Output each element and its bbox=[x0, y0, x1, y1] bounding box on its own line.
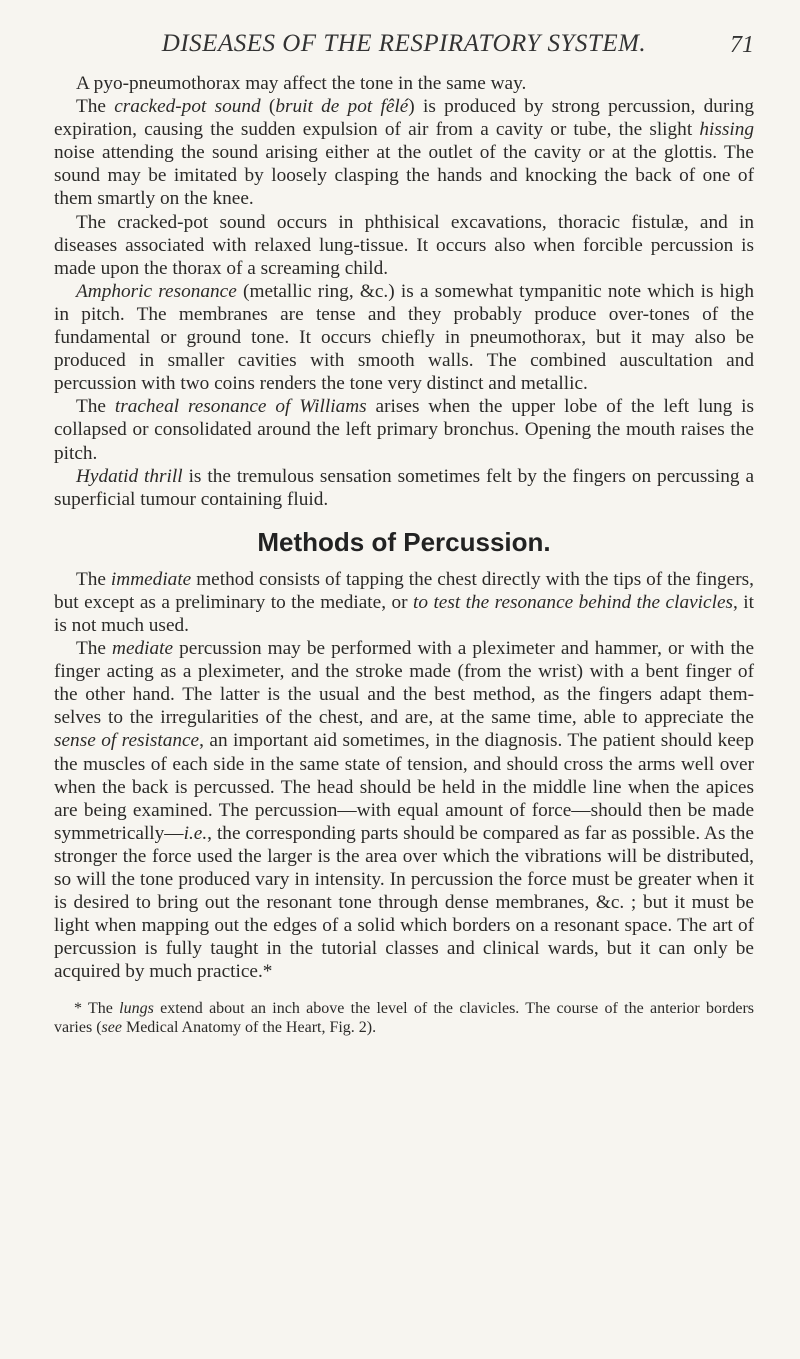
italic-term: cracked-pot sound bbox=[114, 96, 261, 118]
italic-term: to test the resonance behind the clavicles bbox=[413, 591, 734, 613]
italic-term: see bbox=[101, 1019, 122, 1037]
italic-term: lungs bbox=[119, 1000, 154, 1018]
running-head: DISEASES OF THE RESPIRATORY SYSTEM. bbox=[161, 30, 647, 57]
italic-term: i.e. bbox=[183, 822, 208, 844]
paragraph: Amphoric resonance (metallic ring, &c.) is a somewhat tympanitic note which is high in pitch. The membranes are tense and they probably produce over-tones of the fundamental or ground tone. It occurs chiefly in pneumothorax, but it may also be produced in smaller cavities with smooth walls. The combined auscultation and percussion with two coins renders the tone very distinct and metallic. bbox=[54, 280, 754, 395]
italic-term: bruit de pot fêlé bbox=[275, 96, 409, 118]
paragraph: A pyo-pneumothorax may affect the tone in the same way. bbox=[76, 73, 527, 94]
paragraph: Hydatid thrill is the tremulous sensation sometimes felt by the fingers on percussing a superficial tumour containing fluid. bbox=[54, 465, 755, 510]
italic-term: immediate bbox=[110, 568, 192, 590]
italic-term: sense of resistance bbox=[54, 730, 200, 752]
page-number: 71 bbox=[730, 32, 754, 58]
footnote bbox=[54, 999, 754, 1037]
italic-term: Hydatid thrill bbox=[76, 465, 183, 487]
page-header bbox=[54, 30, 754, 64]
italic-term: tracheal resonance of Williams bbox=[114, 396, 367, 418]
paragraph: The tracheal resonance of Williams arises when the upper lobe of the left lung is collapsed or consolidated around the left primary bronchus. Opening the mouth raises the pitch. bbox=[54, 396, 755, 464]
body-text bbox=[54, 72, 754, 511]
italic-term: Amphoric resonance bbox=[76, 280, 237, 302]
section-body bbox=[54, 568, 754, 984]
paragraph: The mediate percussion may be performed with a pleximeter and hammer, or with the finger acting as a pleximeter, and the stroke made (from the wrist) with a bent finger of the other hand. The latter is the usual and the best method, as the fingers adapt them-selves to the irregularities of the chest, and are, at the same time, able to appreciate the sense of resistance, an important aid sometimes, in the diagnosis. The patient should keep the muscles of each side in the same state of tension, and should cross the arms well over when the back is percussed. The head should be held in the middle line when the apices are being examined. The percussion—with equal amount of force—should then be made symmetrically—i.e., the corresponding parts should be compared as far as possible. As the stronger the force used the larger is the area over which the vibrations will be distributed, so will the tone produced vary in intensity. In percussion the force must be greater when it is desired to bring out the resonant tone through dense membranes, &c. ; but it must be light when mapping out the edges of a solid which borders on a resonant space. The art of percussion is fully taught in the tutorial classes and clinical wards, but it can only be acquired by much practice.* bbox=[54, 638, 754, 983]
paragraph: The cracked-pot sound (bruit de pot fêlé) is produced by strong percussion, during expiration, causing the sudden expulsion of air from a cavity or tube, the slight hissing noise attending the sound arising either at the outlet of the cavity or at the glottis. The sound may be imitated by loosely clasping the hands and knocking the back of one of them smartly on the knee. bbox=[54, 96, 754, 210]
paragraph: The immediate method consists of tapping the chest directly with the tips of the fingers, but except as a preliminary to the mediate, or to test the resonance behind the clavicles, it is not much used. bbox=[54, 568, 754, 636]
italic-term: mediate bbox=[112, 638, 174, 660]
paragraph: The cracked-pot sound occurs in phthisical excavations, thoracic fistulæ, and in diseases associated with relaxed lung-tissue. It occurs also when forcible percussion is made upon the thorax of a screaming child. bbox=[54, 211, 754, 279]
footnote-text: * The lungs extend about an inch above the level of the clavicles. The course of the anterior borders varies (see Medical Anatomy of the Heart, Fig. 2). bbox=[54, 1000, 754, 1037]
section-heading: Methods of Percussion. bbox=[257, 526, 551, 557]
italic-term: hissing bbox=[699, 119, 754, 141]
